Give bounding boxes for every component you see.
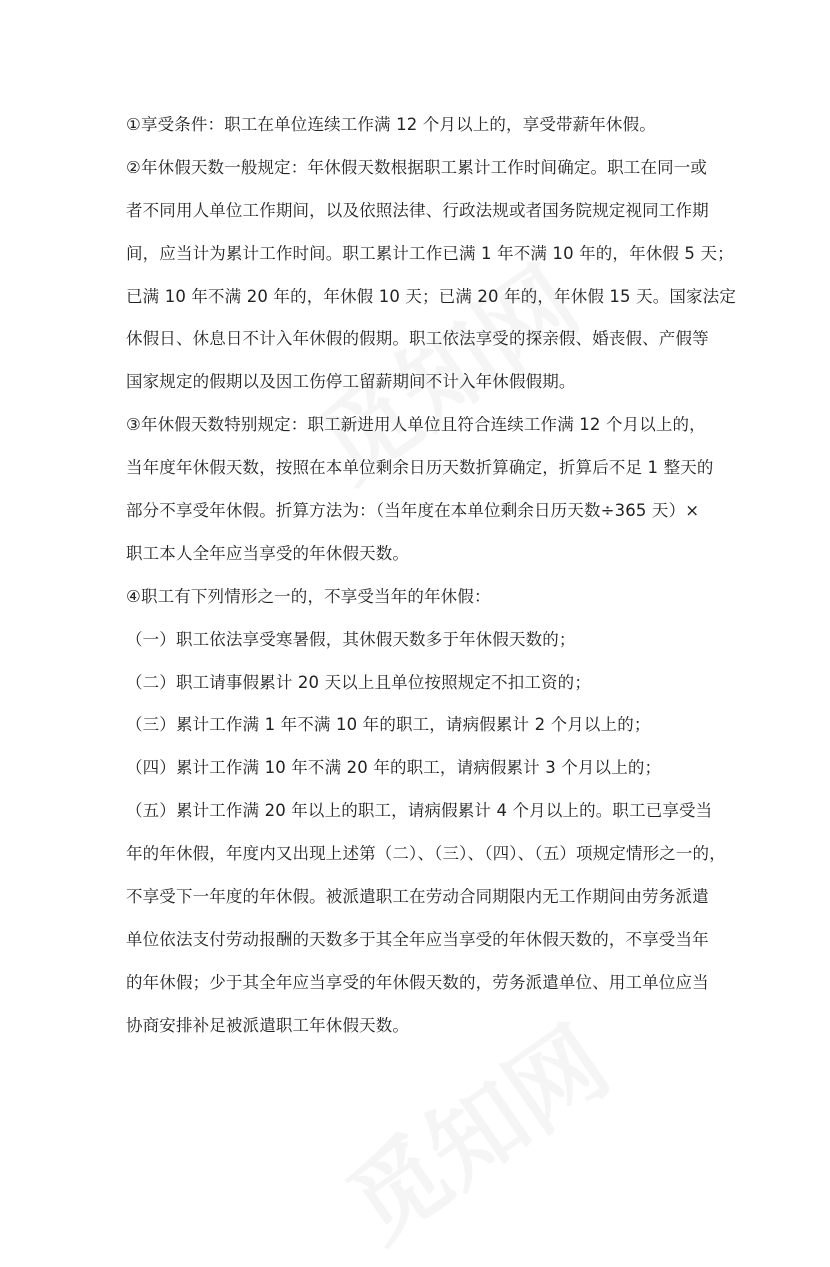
text-line: 者不同用人单位工作期间，以及依照法律、行政法规或者国务院规定视同工作期 <box>126 200 709 220</box>
text-line: （一）职工依法享受寒暑假，其休假天数多于年休假天数的； <box>126 629 576 649</box>
text-line: 部分不享受年休假。折算方法为：（当年度在本单位剩余日历天数÷365 天）× <box>126 501 700 521</box>
document-body <box>126 104 736 1048</box>
text-line: 国家规定的假期以及因工伤停工留薪期间不计入年休假假期。 <box>126 372 576 392</box>
text-line: （三）累计工作满 1 年不满 10 年的职工，请病假累计 2 个月以上的； <box>126 715 651 735</box>
text-line: （二）职工请事假累计 20 天以上且单位按照规定不扣工资的； <box>126 672 591 692</box>
text-line: ④职工有下列情形之一的，不享受当年的年休假： <box>126 586 491 606</box>
text-line: 已满 10 年不满 20 年的，年休假 10 天；已满 20 年的，年休假 15 天。国家法定 <box>126 286 736 306</box>
text-line: ③年休假天数特别规定：职工新进用人单位且符合连续工作满 12 个月以上的， <box>126 415 706 435</box>
text-line: 的年休假；少于其全年应当享受的年休假天数的，劳务派遣单位、用工单位应当 <box>126 972 709 992</box>
text-line: （四）累计工作满 10 年不满 20 年的职工，请病假累计 3 个月以上的； <box>126 758 662 778</box>
text-line: ①享受条件：职工在单位连续工作满 12 个月以上的，享受带薪年休假。 <box>126 115 656 134</box>
text-line: 休假日、休息日不计入年休假的假期。职工依法享受的探亲假、婚丧假、产假等 <box>126 329 709 349</box>
text-line: 职工本人全年应当享受的年休假天数。 <box>126 543 410 563</box>
text-line: 单位依法支付劳动报酬的天数多于其全年应当享受的年休假天数的，不享受当年 <box>126 929 709 949</box>
text-line: 协商安排补足被派遣职工年休假天数。 <box>126 1015 410 1035</box>
text-line: 不享受下一年度的年休假。被派遣职工在劳动合同期限内无工作期间由劳务派遣 <box>126 887 709 907</box>
text-line: （五）累计工作满 20 年以上的职工，请病假累计 4 个月以上的。职工已享受当 <box>126 801 713 821</box>
text-line: 年的年休假，年度内又出现上述第（二）、（三）、（四）、（五）项规定情形之一的， <box>126 844 726 864</box>
text-line: 间，应当计为累计工作时间。职工累计工作已满 1 年不满 10 年的，年休假 5 天； <box>126 243 734 263</box>
text-line: ②年休假天数一般规定：年休假天数根据职工累计工作时间确定。职工在同一或 <box>126 157 708 177</box>
text-line: 当年度年休假天数，按照在本单位剩余日历天数折算确定，折算后不足 1 整天的 <box>126 458 714 478</box>
